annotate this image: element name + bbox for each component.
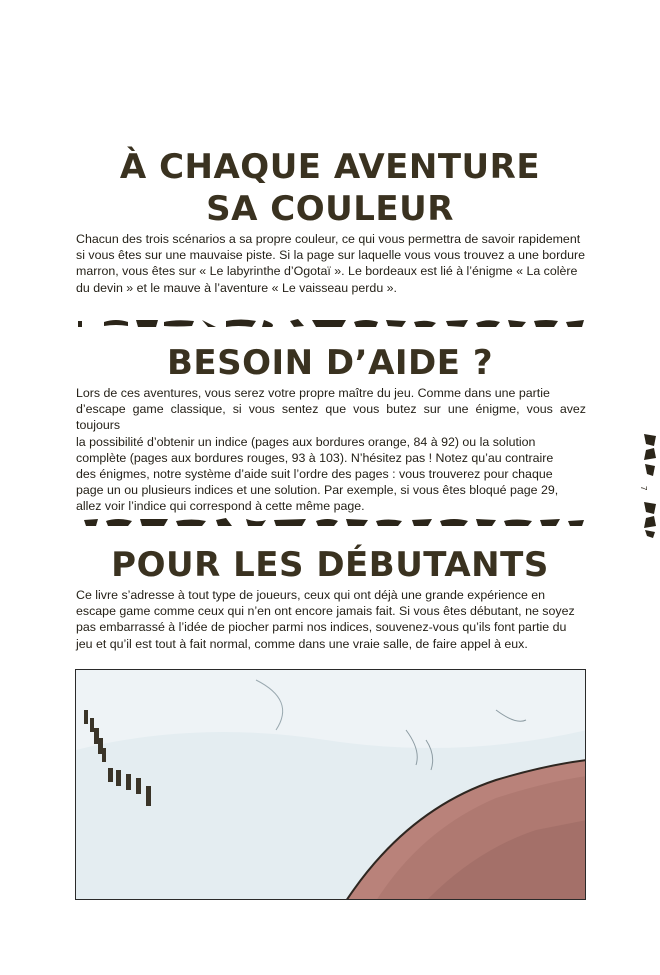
text-line: jeu et qu’il est tout à fait normal, comme dans une vraie salle, de faire appel à eux.	[76, 636, 528, 651]
text-line: marron, vous êtes sur « Le labyrinthe d’Ogotaï ». Le bordeaux est lié à l’énigme « La colère	[76, 264, 578, 279]
text-line: si vous êtes sur une mauvaise piste. Si la page sur laquelle vous vous trouvez a une bordure	[76, 248, 585, 263]
text-line: des énigmes, notre système d’aide suit l’ordre des pages : vous trouverez pour chaque	[76, 467, 553, 482]
section-title-need-help: BESOIN D’AIDE ?	[166, 343, 494, 383]
text-line: la possibilité d’obtenir un indice (pages aux bordures orange, 84 à 92) ou la solution	[76, 434, 536, 449]
text-line: pas embarrassé à l’idée de piocher parmi nos indices, souvenez-vous qu’ils font partie du	[76, 620, 567, 635]
section-title-adventure-colors-line1: À CHAQUE AVENTURE	[119, 147, 541, 187]
text-line: du devin » et le mauve à l’aventure « Le vaisseau perdu ».	[76, 280, 397, 295]
need-help-paragraph	[76, 385, 586, 515]
beginners-paragraph	[76, 587, 586, 652]
text-line: page un ou plusieurs indices et une solution. Par exemple, si vous êtes bloqué page 29,	[76, 483, 559, 498]
text-line: Lors de ces aventures, vous serez votre propre maître du jeu. Comme dans une partie	[76, 386, 550, 400]
text-line: Ce livre s’adresse à tout type de joueurs, ceux qui ont déjà une grande expérience en	[76, 588, 546, 602]
text-line: allez voir l’indice qui correspond à cette même page.	[76, 499, 365, 514]
text-line: d’escape game classique, si vous sentez que vous butez sur une énigme, vous avez toujours	[76, 402, 586, 433]
section-title-beginners: POUR LES DÉBUTANTS	[111, 545, 549, 585]
text-line: Chacun des trois scénarios a sa propre couleur, ce qui vous permettra de savoir rapidement	[76, 232, 581, 246]
text-line: complète (pages aux bordures rouges, 93 à 103). N’hésitez pas ! Notez qu’au contraire	[76, 450, 554, 465]
brush-divider	[76, 517, 586, 527]
brush-divider	[76, 318, 586, 328]
side-page-tab	[640, 432, 660, 538]
adventure-colors-paragraph	[76, 231, 586, 296]
snow-planet-illustration	[75, 669, 586, 900]
section-title-adventure-colors-line2: SA COULEUR	[206, 189, 454, 229]
text-line: escape game comme ceux qui n’en ont encore jamais fait. Si vous êtes débutant, ne soyez	[76, 604, 575, 619]
